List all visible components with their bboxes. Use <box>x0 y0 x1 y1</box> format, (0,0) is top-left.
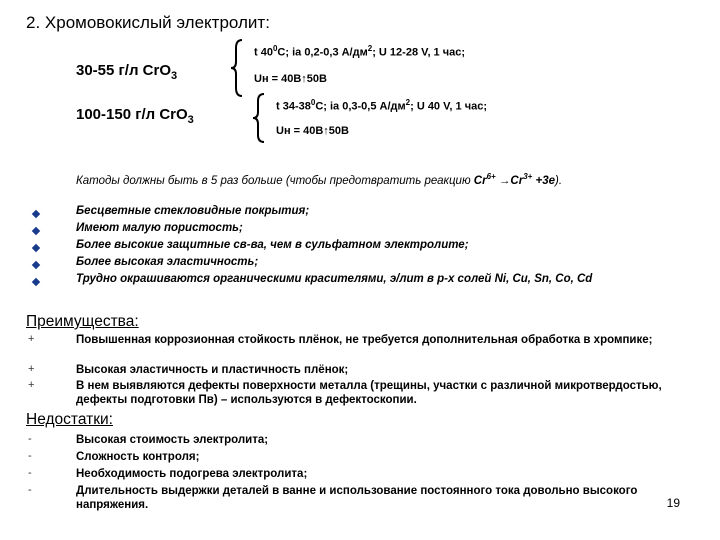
conditions-2-line2: Uн = 40В↑50В <box>276 125 349 137</box>
minus-mark: - <box>28 433 32 445</box>
conditions-1-line2: Uн = 40В↑50В <box>254 73 327 85</box>
page-number: 19 <box>666 496 680 510</box>
property-item: Более высокая эластичность; <box>76 256 259 268</box>
concentration-2: 100-150 г/л CrO$_3$ <box>76 106 194 126</box>
advantages-heading: Преимущества: <box>26 313 139 330</box>
cathode-note: Катоды должны быть в 5 раз больше (чтобы предотвратить реакцию $Cr^{6+} \to Cr^{3+} +3е$). <box>76 172 563 187</box>
property-item: Более высокие защитные св-ва, чем в сульфатном электролите; <box>76 239 469 251</box>
left-brace-2 <box>250 92 270 144</box>
plus-mark: + <box>28 363 35 375</box>
minus-mark: - <box>28 484 32 496</box>
diamond-bullet-icon <box>32 227 40 235</box>
disadvantage-item: Длительность выдержки деталей в ванне и использование постоянного тока довольно высокого напряжения. <box>76 485 638 511</box>
advantage-item: Повышенная коррозионная стойкость плёнок, не требуется дополнительная обработка в хромпике; <box>76 334 653 346</box>
plus-mark: + <box>28 379 35 391</box>
advantage-item: Высокая эластичность и пластичность плёнок; <box>76 364 349 376</box>
disadvantage-item: Необходимость подогрева электролита; <box>76 468 308 480</box>
plus-mark: + <box>28 333 35 345</box>
page-title: 2. Хромовокислый электролит: <box>26 13 270 32</box>
advantage-item: В нем выявляются дефекты поверхности металла (трещины, участки с различной микротвердостью, дефекты подготовки Пв) – используются в дефектоскопии. <box>76 380 662 406</box>
diamond-bullet-icon <box>32 278 40 286</box>
conditions-1-line1: t $40^0С$; iа 0,2-0,3 $А/дм^2$; U 12-28 V, 1 час; <box>254 44 466 59</box>
property-item: Бесцветные стекловидные покрытия; <box>76 205 310 217</box>
disadvantage-item: Сложность контроля; <box>76 451 200 463</box>
diamond-bullet-icon <box>32 210 40 218</box>
diamond-bullet-icon <box>32 244 40 252</box>
left-brace-1 <box>228 38 248 98</box>
minus-mark: - <box>28 467 32 479</box>
conditions-2-line1: t $34-38^0С$; iа 0,3-0,5 $А/дм^2$; U 40 V, 1 час; <box>276 98 488 113</box>
disadvantages-heading: Недостатки: <box>26 411 113 428</box>
disadvantage-item: Высокая стоимость электролита; <box>76 434 269 446</box>
property-item: Трудно окрашиваются органическими красителями, э/лит в р-х солей Ni, Cu, Sn, Co, Cd <box>76 273 593 285</box>
minus-mark: - <box>28 450 32 462</box>
property-item: Имеют малую пористость; <box>76 222 243 234</box>
diamond-bullet-icon <box>32 261 40 269</box>
concentration-1: 30-55 г/л CrO$_3$ <box>76 62 178 82</box>
